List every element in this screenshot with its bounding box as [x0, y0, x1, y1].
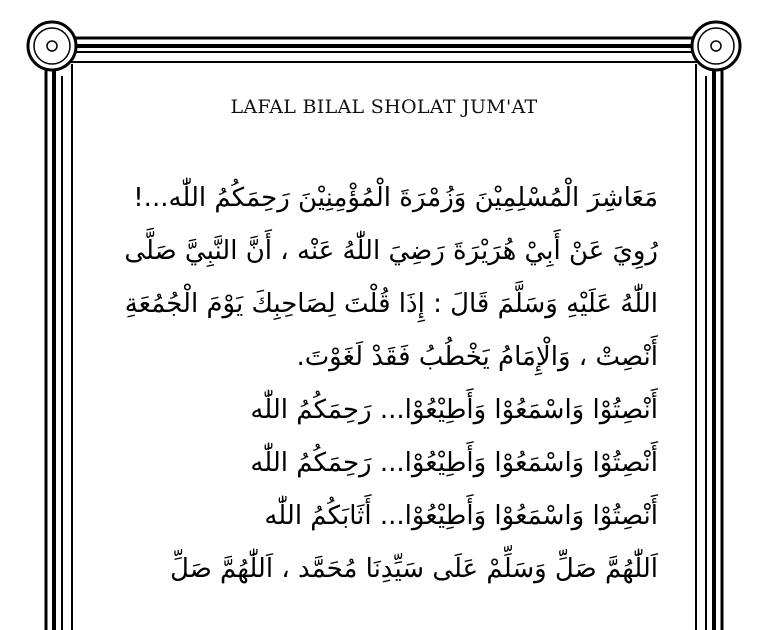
- text-line: أَنْصِتُوْا وَاسْمَعُوْا وَأَطِيْعُوْا... أَثَابَكُمُ اللّٰه: [264, 501, 658, 531]
- text-line: أَنْصِتُوْا وَاسْمَعُوْا وَأَطِيْعُوْا... رَحِمَكُمُ اللّٰه: [250, 448, 658, 478]
- text-line: أَنْصِتْ ، وَالْإِمَامُ يَخْطُبُ فَقَدْ لَغَوْتَ.: [296, 342, 658, 372]
- text-line: أَنْصِتُوْا وَاسْمَعُوْا وَأَطِيْعُوْا... رَحِمَكُمُ اللّٰه: [250, 395, 658, 425]
- arabic-text-block: [110, 172, 658, 596]
- text-line: اَللّٰهُمَّ صَلِّ وَسَلِّمْ عَلَى سَيِّدِنَا مُحَمَّد ، اَللّٰهُمَّ صَلِّ: [170, 554, 658, 584]
- page-title: LAFAL BILAL SHOLAT JUM'AT: [230, 96, 538, 118]
- corner-ornament-right-icon: [692, 22, 740, 70]
- corner-ornament-left-icon: [28, 22, 76, 70]
- text-line: رُوِيَ عَنْ أَبِيْ هُرَيْرَةَ رَضِيَ اللّٰهُ عَنْه ، أَنَّ النَّبِيَّ صَلَّى: [124, 236, 658, 266]
- text-line: اللّٰهُ عَلَيْهِ وَسَلَّمَ قَالَ : إِذَا قُلْتَ لِصَاحِبِكَ يَوْمَ الْجُمُعَةِ: [124, 289, 658, 319]
- text-line: مَعَاشِرَ الْمُسْلِمِيْنَ وَزُمْرَةَ الْمُؤْمِنِيْنَ رَحِمَكُمُ اللّٰه...!: [133, 183, 658, 213]
